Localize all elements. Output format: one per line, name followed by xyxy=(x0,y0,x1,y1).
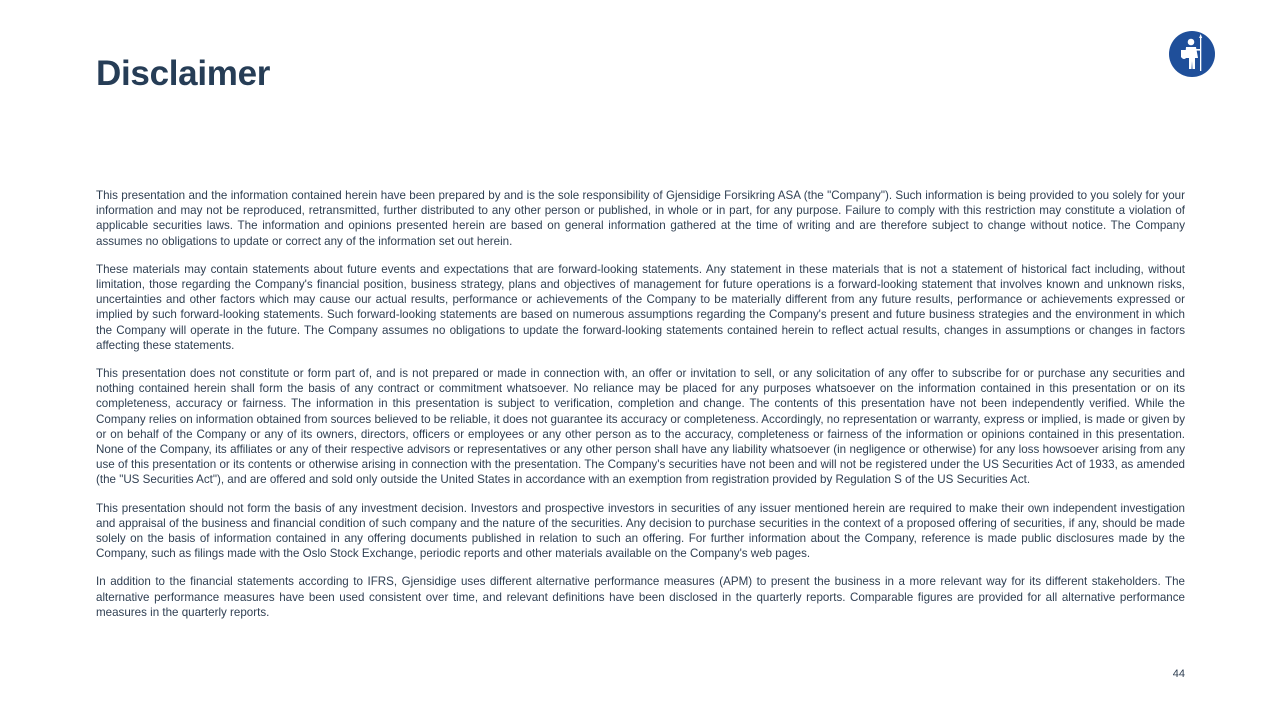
paragraph-apm: In addition to the financial statements according to IFRS, Gjensidige uses different alternative performance measures (APM) to present the business in a more relevant way for its different stakeholders. The alternative performance measures have been used consistent over time, and relevant definitions have been disclosed in the quarterly reports. Comparable figures are provided for all alternative performance measures in the quarterly reports. xyxy=(96,575,1185,619)
paragraph-no-offer: This presentation does not constitute or form part of, and is not prepared or made in connection with, an offer or invitation to sell, or any solicitation of any offer to subscribe for or purchase any securities and nothing contained herein shall form the basis of any contract or commitment whatsoever. No reliance may be placed for any purposes whatsoever on the information contained in this presentation or on its completeness, accuracy or fairness. The information in this presentation is subject to verification, completion and change. The contents of this presentation have not been independently verified. While the Company relies on information obtained from sources believed to be reliable, it does not guarantee its accuracy or completeness. Accordingly, no representation or warranty, express or implied, is made or given by or on behalf of the Company or any of its owners, directors, officers or employees or any other person as to the accuracy, completeness or fairness of the information or opinions contained in this presentation. None of the Company, its affiliates or any of their respective advisors or representatives or any other person shall have any liability whatsoever (in negligence or otherwise) for any loss howsoever arising from any use of this presentation or its contents or otherwise arising in connection with the presentation. The Company's securities have not been and will not be registered under the US Securities Act of 1933, as amended (the "US Securities Act"), and are offered and sold only outside the United States in accordance with an exemption from registration provided by Regulation S of the US Securities Act. xyxy=(96,367,1185,487)
paragraph-responsibility: This presentation and the information contained herein have been prepared by and is the sole responsibility of Gjensidige Forsikring ASA (the "Company"). Such information is being provided to you solely for your information and may not be reproduced, retransmitted, further distributed to any other person or published, in whole or in part, for any purpose. Failure to comply with this restriction may constitute a violation of applicable securities laws. The information and opinions presented herein are based on general information gathered at the time of writing and are therefore subject to change without notice. The Company assumes no obligations to update or correct any of the information set out herein. xyxy=(96,189,1185,248)
paragraph-forward-looking: These materials may contain statements about future events and expectations that are forward-looking statements. Any statement in these materials that is not a statement of historical fact including, without limitation, those regarding the Company's financial position, business strategy, plans and objectives of management for future operations is a forward-looking statement that involves known and unknown risks, uncertainties and other factors which may cause our actual results, performance or achievements of the Company to be materially different from any future results, performance or achievements expressed or implied by such forward-looking statements. Such forward-looking statements are based on numerous assumptions regarding the Company's present and future business strategies and the environment in which the Company will operate in the future. The Company assumes no obligations to update the forward-looking statements contained herein to reflect actual results, changes in assumptions or changes in factors affecting these statements. xyxy=(96,262,1185,352)
knight-shield-icon xyxy=(1169,31,1215,77)
disclaimer-body xyxy=(96,188,1185,633)
page-title: Disclaimer xyxy=(96,54,271,93)
paragraph-investment-decision: This presentation should not form the basis of any investment decision. Investors and prospective investors in securities of any issuer mentioned herein are required to make their own independent investigation and appraisal of the business and financial condition of such company and the nature of the securities. Any decision to purchase securities in the context of a proposed offering of securities, if any, should be made solely on the basis of information contained in any offering documents published in relation to such an offering. For further information about the Company, reference is made public disclosures made by the Company, such as filings made with the Oslo Stock Exchange, periodic reports and other materials available on the Company's web pages. xyxy=(96,501,1185,561)
page-number: 44 xyxy=(1172,668,1185,680)
